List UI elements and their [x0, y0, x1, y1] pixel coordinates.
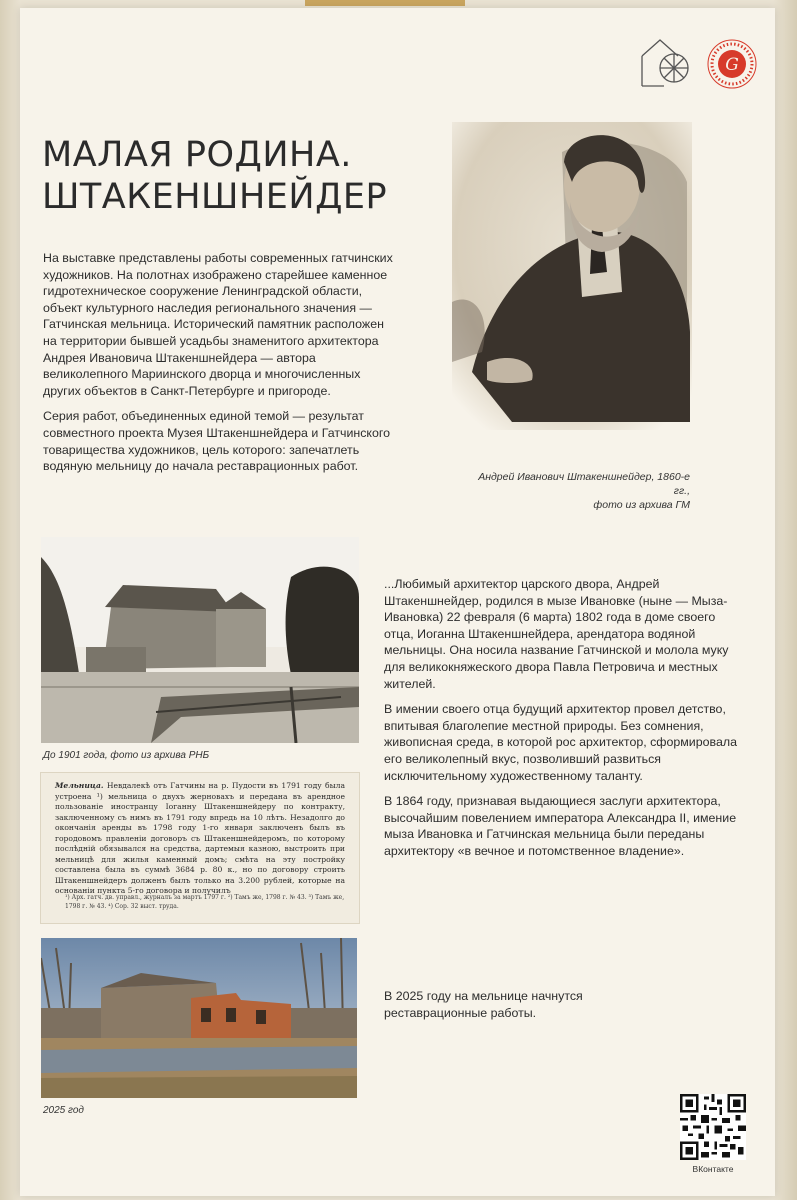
- historic-photo-caption: До 1901 года, фото из архива РНБ: [43, 750, 210, 761]
- title-line-2: ШТАКЕНШНЕЙДЕР: [42, 177, 388, 217]
- archive-body: Невдалекѣ отъ Гатчины на р. Пудости въ 1791 году была устроена ¹) мельница о двухъ жерновахъ и передана въ арендное пользованiе иностранцу Iоганну Штакеншнейдеру по контракту, заключенному съ нимъ въ 1791 году впредь на 10 лѣтъ. Незадолго до окончанiя аренды въ 1798 году 1-го января заключенъ былъ въ городовомъ правленiи договоръ съ Штакеншнейдеромъ, по которому послѣднiй обязывался на средства, дартемыя казною, выстроить при мельницѣ для жилья каменный домъ; смѣта на эту постройку составлена была въ суммѣ 3684 р. 80 к., но по договору строить Штакеншнейдеръ долженъ былъ только на 3.200 рублей, которые на основанiи пункта 5-го договора и получилъ: [55, 781, 345, 895]
- archive-heading: Мельница.: [55, 781, 104, 790]
- wall-shadow-left: [0, 0, 20, 1200]
- story-paragraph-3: В 1864 году, признавая выдающиеся заслуги архитектора, высочайшим повелением императора Александра II, имение мыза Ивановка и Гатчинская мельница были переданы архитектору «в вечное и потомственное владение».: [384, 794, 737, 858]
- qr-label: ВКонтакте: [692, 1164, 734, 1174]
- museum-logo-icon: [642, 40, 688, 86]
- title-line-1: МАЛАЯ РОДИНА.: [42, 135, 352, 175]
- portrait-caption-line-2: фото из архива ГМ: [593, 499, 690, 511]
- story-paragraph-2: В имении своего отца будущий архитектор провел детство, впитывая благолепие местной природы. Без сомнения, живописная среда, в которой рос архитектор, сформировала его великолепный вкус, позволивший развиться исключительному художественному таланту.: [384, 702, 737, 783]
- wall-shadow-right: [773, 0, 797, 1200]
- story-paragraph-1: ...Любимый архитектор царского двора, Андрей Штакеншнейдер, родился в мызе Ивановке (ныне — Мыза-Ивановка) 22 февраля (6 марта) 1802 года в доме своего отца, Иоганна Штакеншнейдера, арендатора водяной мельницы. Она носила название Гатчинской и молола муку для великокняжеского двора Павла Петровича и местных жителей.: [384, 577, 729, 691]
- portrait-photo: [452, 122, 692, 430]
- intro-paragraph-2: Серия работ, объединенных единой темой — результат совместного проекта Музея Штакеншнейдера и Гатчинского товарищества художников, цель которого: запечатлеть водяную мельницу до начала реставрационных работ.: [43, 409, 391, 474]
- restoration-note: В 2025 году на мельнице начнутся реставрационные работы.: [384, 989, 583, 1020]
- biography-text: [384, 576, 744, 869]
- portrait-caption-line-1: Андрей Иванович Штакеншнейдер, 1860-е гг.,: [478, 471, 690, 497]
- archive-text: [55, 781, 345, 897]
- ruined-mill-photo-2025: [41, 938, 357, 1098]
- society-seal-icon: [708, 40, 756, 88]
- vk-qr-code[interactable]: [680, 1094, 746, 1160]
- svg-text:G: G: [725, 55, 739, 75]
- archive-clipping: [40, 772, 360, 924]
- logos: [640, 34, 760, 94]
- modern-photo-caption: 2025 год: [43, 1105, 84, 1116]
- intro-paragraph-1: На выставке представлены работы современных гатчинских художников. На полотнах изображено старейшее каменное гидротехническое сооружение Ленинградской области, объект культурного наследия регионального значения — Гатчинская мельница. Исторический памятник расположен на территории бывшей усадьбы знаменитого архитектора Андрея Ивановича Штакеншнейдера — автора великолепного Мариинского дворца и многочисленных других объектов в Санкт-Петербурге и пригороде.: [43, 251, 393, 398]
- hanging-rail: [305, 0, 465, 6]
- portrait-caption: [460, 470, 690, 512]
- page-title: [42, 134, 387, 218]
- historic-mill-photo: [41, 537, 359, 743]
- archive-footnotes: ¹) Арх. гатч. дв. управл., журналъ за мартъ 1797 г. ²) Тамъ же, 1798 г. № 43. ³) Тамъ же, 1798 г. № 43. ⁴) Сор. 32 выст. труда.: [65, 894, 345, 910]
- intro-text: [43, 250, 393, 484]
